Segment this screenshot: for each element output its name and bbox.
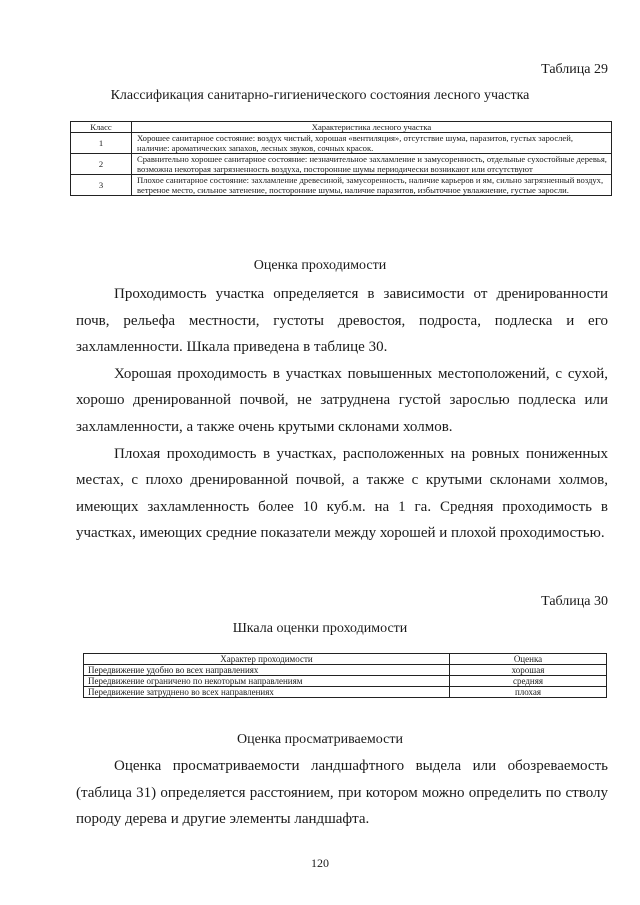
table-row bbox=[84, 687, 607, 698]
column-header-description: Характеристика лесного участка bbox=[132, 122, 612, 133]
description-cell: Сравнительно хорошее санитарное состояние: незначительное захламление и замусоренность, отдельные сухостойные деревья, возможна некоторая загрязненность воздуха, посторонние шумы периодически возникают или отсутствуют bbox=[132, 154, 612, 175]
table-row bbox=[84, 665, 607, 676]
character-cell: Передвижение ограничено по некоторым направлениям bbox=[84, 676, 450, 687]
paragraph: Хорошая проходимость в участках повышенных местоположений, с сухой, хорошо дренированной почвой, не затруднена густой зарослью подлеска или захламленности, а также очень крутыми склонами холмов. bbox=[76, 365, 608, 435]
description-cell: Плохое санитарное состояние: захламление древесиной, замусоренность, наличие карьеров и ям, сильно загрязненный воздух, ветреное место, сильное затенение, посторонние шумы, наличие паразитов, избыточное увлажнение, густые заросли. bbox=[132, 175, 612, 196]
character-cell: Передвижение удобно во всех направлениях bbox=[84, 665, 450, 676]
mark-cell: хорошая bbox=[450, 665, 607, 676]
section-heading-passability: Оценка проходимости bbox=[253, 258, 387, 273]
table-29-label: Таблица 29 bbox=[541, 62, 608, 77]
character-cell: Передвижение затруднено во всех направлениях bbox=[84, 687, 450, 698]
visibility-text bbox=[76, 753, 608, 833]
table-header-row bbox=[71, 122, 612, 133]
table-30-label: Таблица 30 bbox=[541, 594, 608, 609]
table-row bbox=[71, 175, 612, 196]
class-cell: 2 bbox=[71, 154, 132, 175]
page-number: 120 bbox=[311, 856, 329, 870]
column-header-mark: Оценка bbox=[450, 654, 607, 665]
class-cell: 1 bbox=[71, 133, 132, 154]
passability-scale-table bbox=[83, 653, 607, 698]
table-row bbox=[71, 154, 612, 175]
passability-text bbox=[76, 281, 608, 547]
column-header-class: Класс bbox=[71, 122, 132, 133]
table-row bbox=[71, 133, 612, 154]
classification-table bbox=[70, 121, 612, 196]
section-heading-visibility: Оценка просматриваемости bbox=[237, 732, 403, 747]
class-cell: 3 bbox=[71, 175, 132, 196]
paragraph: Плохая проходимость в участках, расположенных на ровных пониженных местах, с плохо дренированной почвой, а также с крутыми склонами холмов, имеющих захламленность более 10 куб.м. на 1 га. Средняя проходимость в участках, имеющих средние показатели между хорошей и плохой проходимостью. bbox=[76, 445, 608, 542]
table-30-title: Шкала оценки проходимости bbox=[232, 621, 408, 636]
paragraph: Оценка просматриваемости ландшафтного выдела или обозреваемость (таблица 31) определяется расстоянием, при котором можно определить по стволу породу дерева и другие элементы ландшафта. bbox=[76, 758, 608, 828]
paragraph: Проходимость участка определяется в зависимости от дренированности почв, рельефа местности, густоты древостоя, подроста, подлеска и его захламленности. Шкала приведена в таблице 30. bbox=[76, 286, 608, 356]
description-cell: Хорошее санитарное состояние: воздух чистый, хорошая «вентиляция», отсутствие шума, паразитов, густых зарослей, наличие: ароматических запахов, лесных звуков, сочных красок. bbox=[132, 133, 612, 154]
table-29-title: Классификация санитарно-гигиенического состояния лесного участка bbox=[110, 88, 530, 103]
mark-cell: плохая bbox=[450, 687, 607, 698]
table-header-row bbox=[84, 654, 607, 665]
mark-cell: средняя bbox=[450, 676, 607, 687]
column-header-character: Характер проходимости bbox=[84, 654, 450, 665]
table-row bbox=[84, 676, 607, 687]
